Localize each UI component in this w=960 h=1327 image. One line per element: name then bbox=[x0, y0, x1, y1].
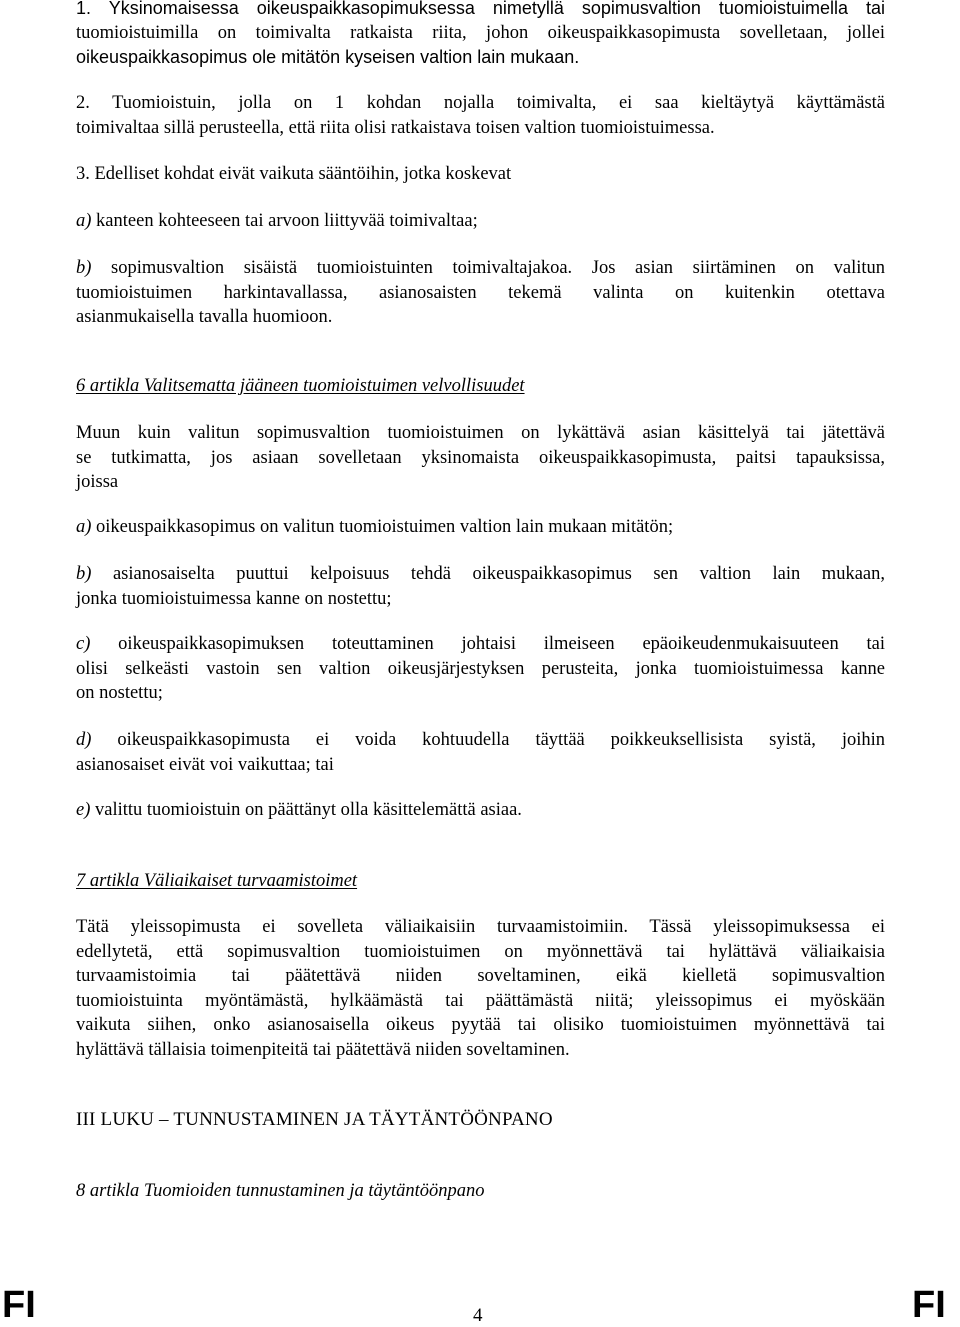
section-heading: 8 artikla Tuomioiden tunnustaminen ja täytäntöönpano bbox=[76, 1181, 485, 1201]
text-line: asianmukaisella tavalla huomioon. bbox=[76, 307, 333, 327]
text-line: jonka tuomioistuimessa kanne on nostettu; bbox=[76, 588, 392, 609]
article-7-heading bbox=[76, 869, 885, 894]
footer-language-mark-right: FI bbox=[912, 1284, 946, 1326]
text-line: hylättävä tällaisia toimenpiteitä tai päätettävä niiden soveltaminen. bbox=[76, 1039, 570, 1060]
text-line: 3. Edelliset kohdat eivät vaikuta sääntöihin, jotka koskevat bbox=[76, 164, 512, 184]
item-label: a) bbox=[76, 517, 92, 537]
footer-language-mark-left: FI bbox=[2, 1284, 36, 1326]
list-item-3b bbox=[76, 256, 885, 330]
text-line: Tätä yleissopimusta ei sovelleta väliaikaisiin turvaamistoimiin. Tässä yleissopimuksessa ei bbox=[76, 917, 885, 937]
item-text: valittu tuomioistuin on päättänyt olla käsittelemättä asiaa. bbox=[90, 800, 522, 820]
item-text: kanteen kohteeseen tai arvoon liittyvää toimivaltaa; bbox=[91, 211, 478, 231]
text-line: toimivaltaa sillä perusteella, että riita olisi ratkaistava toisen valtion tuomioistuimessa. bbox=[76, 117, 715, 138]
list-item-6d bbox=[76, 728, 885, 777]
list-item-6b bbox=[76, 562, 885, 611]
article-6-intro bbox=[76, 421, 885, 495]
text-line: se tutkimatta, jos asiaan sovelletaan yksinomaista oikeuspaikkasopimusta, paitsi tapauksissa, bbox=[76, 447, 885, 468]
text-line: oikeuspaikkasopimus ole mitätön kyseisen valtion lain mukaan. bbox=[76, 47, 580, 67]
item-text: oikeuspaikkasopimus on valitun tuomioistuimen valtion lain mukaan mitätön; bbox=[91, 517, 674, 537]
text-line: turvaamistoimia tai päätettävä niiden soveltaminen, eikä kielletä sopimusvaltion bbox=[76, 966, 885, 986]
section-heading: 7 artikla Väliaikaiset turvaamistoimet bbox=[76, 871, 358, 891]
list-item-6a bbox=[76, 515, 885, 540]
page-number: 4 bbox=[473, 1305, 483, 1326]
item-text: sopimusvaltion sisäistä tuomioistuinten toimivaltajakoa. Jos asian siirtäminen on valitun bbox=[91, 258, 885, 278]
text-line: olisi selkeästi vastoin sen valtion oikeusjärjestyksen perusteita, jonka tuomioistuimessa kanne bbox=[76, 658, 885, 679]
item-label: e) bbox=[76, 800, 91, 820]
list-item-6e bbox=[76, 798, 885, 823]
text-line: Muun kuin valitun sopimusvaltion tuomioistuimen on lykättävä asian käsittelyä tai jätettävä bbox=[76, 423, 885, 443]
item-label: b) bbox=[76, 258, 92, 278]
text-line: on nostettu; bbox=[76, 683, 163, 703]
item-text: oikeuspaikkasopimusta ei voida kohtuudella täyttää poikkeuksellisista syistä, joihin bbox=[91, 730, 885, 750]
chapter-title: III LUKU – TUNNUSTAMINEN JA TÄYTÄNTÖÖNPANO bbox=[76, 1109, 553, 1130]
article-6-heading bbox=[76, 374, 885, 399]
list-item-3a bbox=[76, 209, 885, 234]
item-label: c) bbox=[76, 634, 91, 654]
text-line: joissa bbox=[76, 472, 119, 492]
item-label: b) bbox=[76, 564, 92, 584]
item-label: a) bbox=[76, 211, 92, 231]
paragraph-item-2 bbox=[76, 91, 885, 140]
text-line: edellytetä, että sopimusvaltion tuomioistuimen on myönnettävä tai hylättävä väliaikaisia bbox=[76, 941, 885, 962]
text-line: asianosaiset eivät voi vaikuttaa; tai bbox=[76, 754, 334, 775]
text-line: 1. Yksinomaisessa oikeuspaikkasopimuksessa nimetyllä sopimusvaltion tuomioistuimella tai bbox=[76, 0, 885, 18]
paragraph-item-3 bbox=[76, 162, 885, 187]
section-heading: 6 artikla Valitsematta jääneen tuomioistuimen velvollisuudet bbox=[76, 376, 525, 396]
item-text: oikeuspaikkasopimuksen toteuttaminen johtaisi ilmeiseen epäoikeudenmukaisuuteen tai bbox=[90, 634, 885, 654]
list-item-6c bbox=[76, 632, 885, 706]
item-label: d) bbox=[76, 730, 92, 750]
text-line: tuomioistuimilla on toimivalta ratkaista riita, johon oikeuspaikkasopimusta sovelletaan, jollei bbox=[76, 22, 885, 43]
text-line: tuomioistuimen harkintavallassa, asianosaisten tekemä valinta on kuitenkin otettava bbox=[76, 282, 885, 303]
text-line: tuomioistuinta myöntämästä, hylkäämästä tai päättämästä niitä; yleissopimus ei myöskään bbox=[76, 990, 885, 1011]
article-8-heading bbox=[76, 1179, 885, 1204]
chapter-heading bbox=[76, 1108, 885, 1133]
paragraph-item-1 bbox=[76, 0, 885, 70]
article-7-body bbox=[76, 915, 885, 1062]
item-text: asianosaiselta puuttui kelpoisuus tehdä oikeuspaikkasopimus sen valtion lain mukaan, bbox=[91, 564, 885, 584]
text-line: vaikuta siihen, onko asianosaisella oikeus pyytää tai olisiko tuomioistuimen myönnettävä tai bbox=[76, 1015, 885, 1035]
text-line: 2. Tuomioistuin, jolla on 1 kohdan nojalla toimivalta, ei saa kieltäytyä käyttämästä bbox=[76, 93, 885, 113]
